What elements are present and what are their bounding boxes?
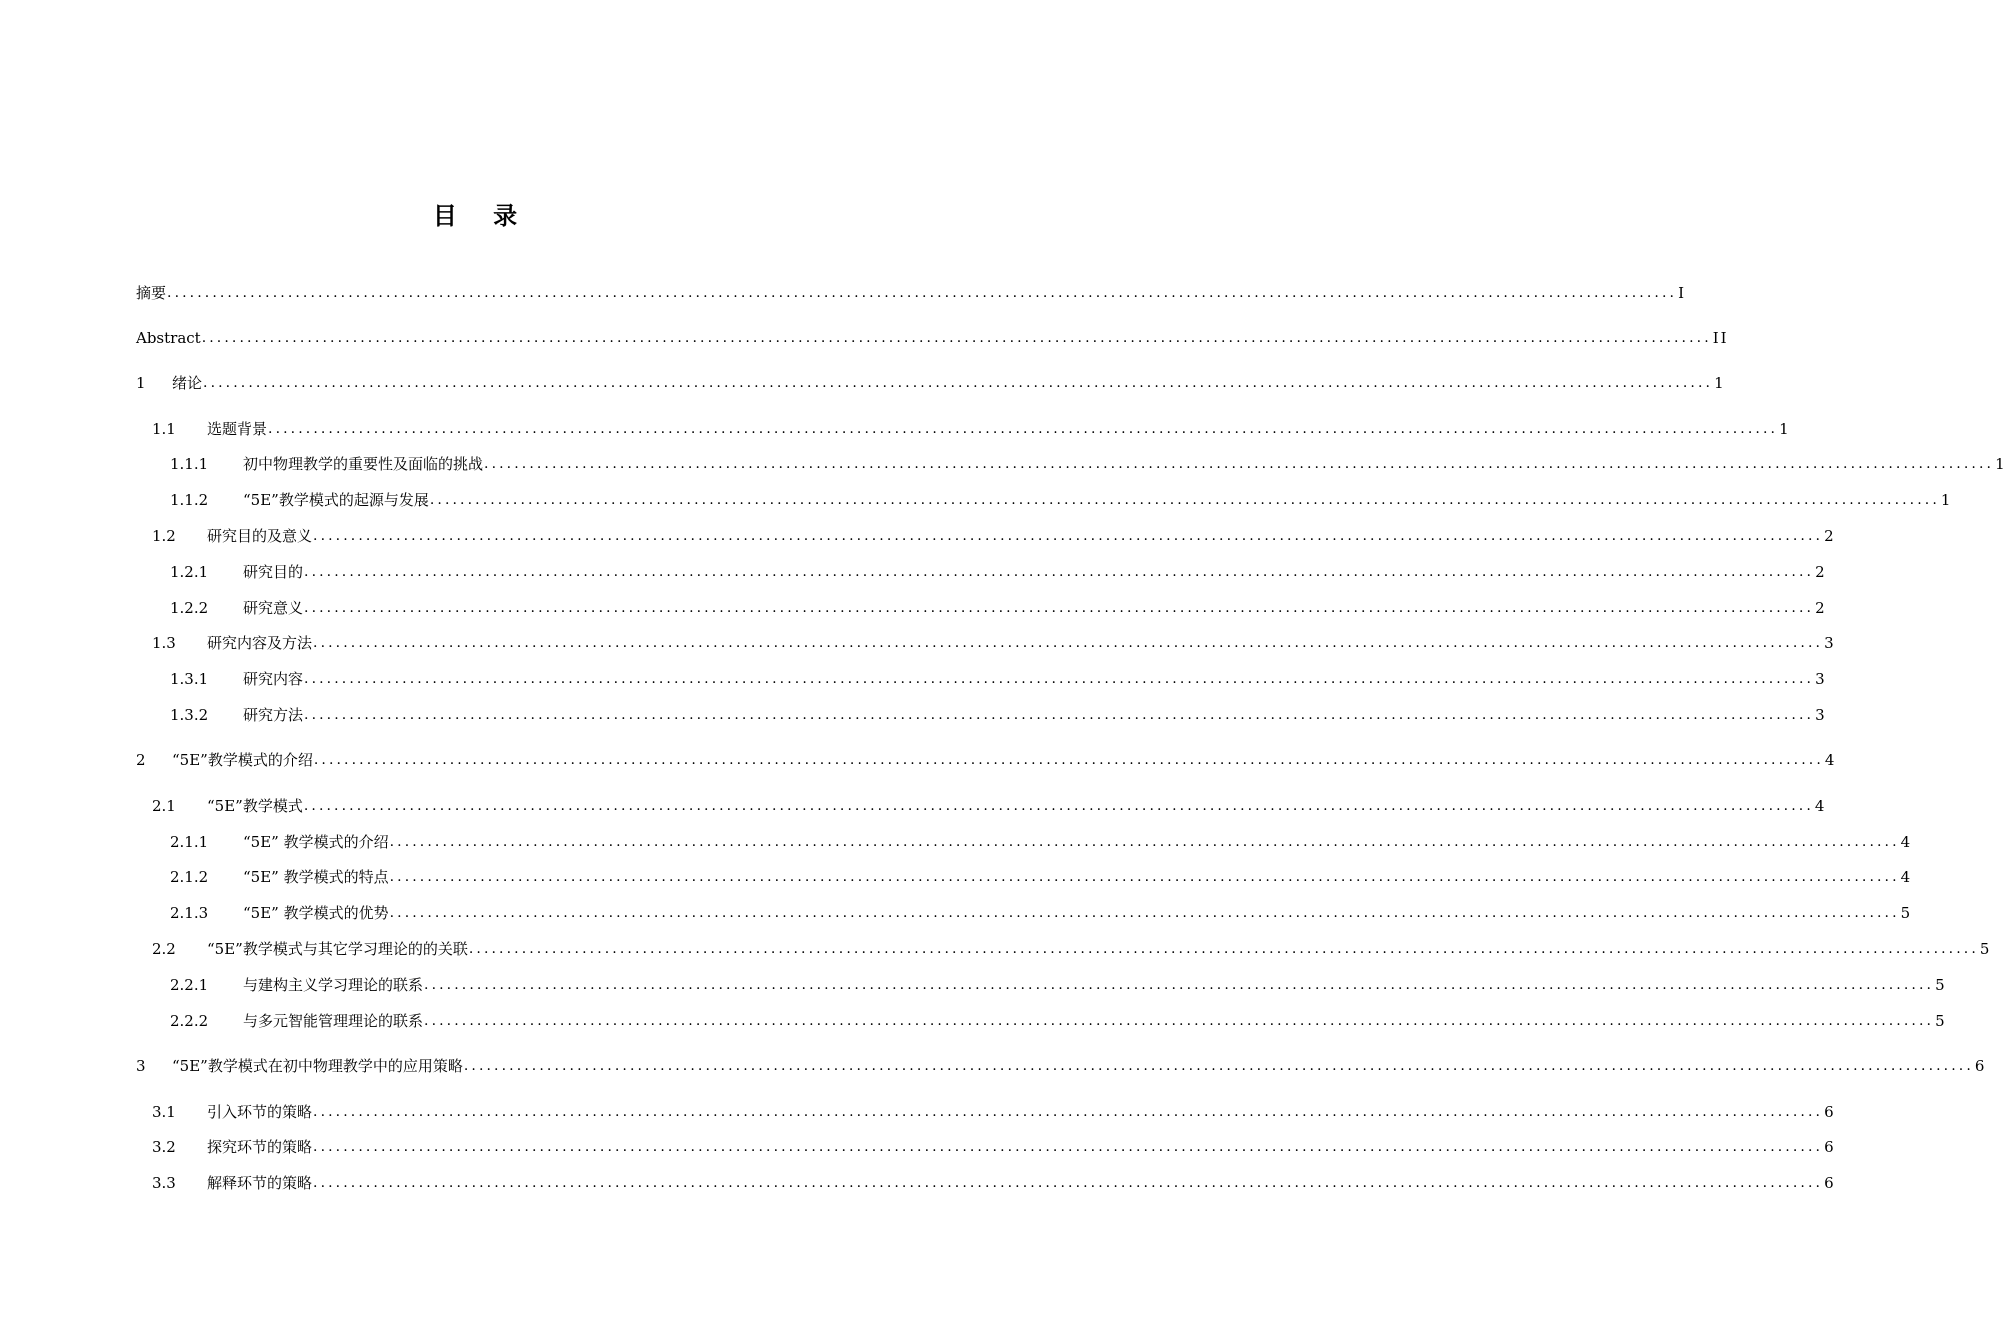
toc-leader-dots: ........................................................................................................................................................................................................ <box>313 528 1824 544</box>
toc-page-number: 6 <box>1824 1138 1836 1156</box>
toc-entry-title: 研究内容及方法 <box>207 634 313 652</box>
toc-entry-abstract-cn[interactable] <box>136 282 1686 304</box>
toc-entry-section-1-3[interactable] <box>152 632 1836 654</box>
toc-entry-number: 1.3 <box>152 634 176 652</box>
toc-entry-number: 2.2 <box>152 940 176 958</box>
toc-page-number: 4 <box>1814 797 1827 815</box>
toc-page-number: 2 <box>1815 563 1827 581</box>
toc-leader-dots: ........................................................................................................................................................................................................ <box>203 375 1714 391</box>
toc-entry-number: 1.2 <box>152 527 176 545</box>
toc-entry-title: “5E”教学模式的介绍 <box>172 751 313 769</box>
toc-entry-number: 1.1.2 <box>170 491 209 509</box>
toc-entry-section-2-1[interactable] <box>152 795 1827 817</box>
toc-entry-subsection-1-1-1[interactable] <box>170 453 2007 475</box>
toc-leader-dots: ........................................................................................................................................................................................................ <box>389 869 1900 885</box>
toc-page-number: 1 <box>1995 455 2007 473</box>
toc-entry-title: 探究环节的策略 <box>207 1138 313 1156</box>
toc-page-number: 1 <box>1940 491 1953 509</box>
toc-entry-number: 2 <box>136 751 146 769</box>
toc-page-number: 2 <box>1824 527 1836 545</box>
toc-entry-subsection-1-3-1[interactable] <box>170 668 1827 690</box>
toc-page-number: 1 <box>1714 374 1726 392</box>
toc-page-number: 4 <box>1900 868 1913 886</box>
toc-page-number: 4 <box>1900 833 1913 851</box>
toc-page-number: 5 <box>1935 1012 1947 1030</box>
toc-entry-number: 1 <box>136 374 146 392</box>
toc-entry-title: 研究方法 <box>243 706 304 724</box>
toc-leader-dots: ........................................................................................................................................................................................................ <box>389 905 1900 921</box>
toc-entry-number: 1.2.2 <box>170 599 209 617</box>
toc-page-number: 3 <box>1815 706 1827 724</box>
toc-entry-number: 1.1.1 <box>170 455 209 473</box>
toc-entry-number: 3.1 <box>152 1103 176 1121</box>
toc-leader-dots: ........................................................................................................................................................................................................ <box>463 1058 1974 1074</box>
toc-entry-number: 2.2.2 <box>170 1012 209 1030</box>
toc-leader-dots: ........................................................................................................................................................................................................ <box>389 834 1900 850</box>
toc-page-number: 4 <box>1824 751 1837 769</box>
toc-page-number: I <box>1678 284 1686 302</box>
toc-entry-title: 研究目的 <box>243 563 304 581</box>
toc-leader-dots: ........................................................................................................................................................................................................ <box>313 1104 1824 1120</box>
toc-entry-title: 绪论 <box>172 374 203 392</box>
toc-entry-number: 2.1.1 <box>170 833 209 851</box>
toc-page-number: 6 <box>1824 1174 1836 1192</box>
toc-entry-section-1-1[interactable] <box>152 418 1791 440</box>
toc-leader-dots: ........................................................................................................................................................................................................ <box>304 600 1815 616</box>
toc-leader-dots: ........................................................................................................................................................................................................ <box>424 977 1935 993</box>
toc-entry-title: 摘要 <box>136 284 167 302</box>
toc-entry-subsection-1-2-2[interactable] <box>170 597 1827 619</box>
toc-entry-subsection-2-2-2[interactable] <box>170 1010 1947 1032</box>
toc-entry-number: 3 <box>136 1057 146 1075</box>
toc-entry-number: 1.3.1 <box>170 670 209 688</box>
toc-entry-number: 1.2.1 <box>170 563 209 581</box>
toc-page-number: 6 <box>1824 1103 1836 1121</box>
toc-leader-dots: ........................................................................................................................................................................................................ <box>484 456 1995 472</box>
toc-entry-chapter-1[interactable] <box>136 372 1726 394</box>
toc-entry-title: “5E”教学模式与其它学习理论的的关联 <box>207 940 468 958</box>
toc-entry-title: “5E”教学模式在初中物理教学中的应用策略 <box>172 1057 463 1075</box>
toc-page-number: 3 <box>1815 670 1827 688</box>
toc-leader-dots: ........................................................................................................................................................................................................ <box>313 752 1824 768</box>
toc-leader-dots: ........................................................................................................................................................................................................ <box>313 1139 1824 1155</box>
toc-leader-dots: ........................................................................................................................................................................................................ <box>303 798 1814 814</box>
toc-page-number: 5 <box>1935 976 1947 994</box>
toc-leader-dots: ........................................................................................................................................................................................................ <box>304 671 1815 687</box>
toc-entry-title: 引入环节的策略 <box>207 1103 313 1121</box>
toc-entry-section-3-1[interactable] <box>152 1101 1836 1123</box>
toc-entry-section-3-2[interactable] <box>152 1136 1836 1158</box>
toc-leader-dots: ........................................................................................................................................................................................................ <box>268 421 1779 437</box>
toc-entry-number: 1.3.2 <box>170 706 209 724</box>
toc-leader-dots: ........................................................................................................................................................................................................ <box>468 941 1979 957</box>
toc-entry-title: “5E”教学模式 <box>207 797 303 815</box>
toc-leader-dots: ........................................................................................................................................................................................................ <box>304 707 1815 723</box>
toc-entry-section-3-3[interactable] <box>152 1172 1836 1194</box>
toc-entry-subsection-1-2-1[interactable] <box>170 561 1827 583</box>
toc-entry-title: 与建构主义学习理论的联系 <box>243 976 424 994</box>
toc-entry-number: 2.1.2 <box>170 868 209 886</box>
toc-entry-section-2-2[interactable] <box>152 938 1992 960</box>
toc-entry-chapter-2[interactable] <box>136 749 1837 771</box>
toc-page-number: 1 <box>1779 420 1791 438</box>
toc-entry-title: 研究内容 <box>243 670 304 688</box>
toc-leader-dots: ........................................................................................................................................................................................................ <box>429 492 1940 508</box>
toc-entry-title: “5E” 教学模式的特点 <box>243 868 389 886</box>
toc-entry-title: 解释环节的策略 <box>207 1174 313 1192</box>
toc-page-number: 5 <box>1900 904 1913 922</box>
toc-entry-number: 1.1 <box>152 420 176 438</box>
toc-entry-subsection-2-1-2[interactable] <box>170 866 1913 888</box>
toc-entry-title: 与多元智能管理理论的联系 <box>243 1012 424 1030</box>
toc-page-number: 2 <box>1815 599 1827 617</box>
page-title: 目 录 <box>432 202 532 230</box>
toc-entry-title: 初中物理教学的重要性及面临的挑战 <box>243 455 484 473</box>
toc-entry-number: 3.3 <box>152 1174 176 1192</box>
toc-leader-dots: ........................................................................................................................................................................................................ <box>201 330 1712 346</box>
toc-entry-abstract-en[interactable] <box>136 327 1729 349</box>
toc-leader-dots: ........................................................................................................................................................................................................ <box>167 285 1678 301</box>
toc-entry-number: 2.1 <box>152 797 176 815</box>
toc-entry-subsection-2-1-3[interactable] <box>170 902 1913 924</box>
toc-entry-subsection-1-1-2[interactable] <box>170 489 1953 511</box>
toc-entry-section-1-2[interactable] <box>152 525 1836 547</box>
toc-page-number: 5 <box>1979 940 1992 958</box>
toc-entry-chapter-3[interactable] <box>136 1055 1987 1077</box>
toc-page-number: II <box>1712 329 1729 347</box>
toc-page-number: 3 <box>1824 634 1836 652</box>
toc-entry-subsection-2-1-1[interactable] <box>170 831 1913 853</box>
toc-leader-dots: ........................................................................................................................................................................................................ <box>424 1013 1935 1029</box>
toc-entry-title: 研究目的及意义 <box>207 527 313 545</box>
toc-entry-title: “5E”教学模式的起源与发展 <box>243 491 429 509</box>
toc-entry-title: Abstract <box>136 329 201 347</box>
toc-leader-dots: ........................................................................................................................................................................................................ <box>304 564 1815 580</box>
toc-entry-title: “5E” 教学模式的介绍 <box>243 833 389 851</box>
toc-entry-title: 研究意义 <box>243 599 304 617</box>
toc-leader-dots: ........................................................................................................................................................................................................ <box>313 1175 1824 1191</box>
toc-entry-subsection-1-3-2[interactable] <box>170 704 1827 726</box>
toc-entry-subsection-2-2-1[interactable] <box>170 974 1947 996</box>
toc-leader-dots: ........................................................................................................................................................................................................ <box>313 635 1824 651</box>
toc-entry-number: 2.1.3 <box>170 904 209 922</box>
toc-page-number: 6 <box>1974 1057 1987 1075</box>
toc-entry-number: 2.2.1 <box>170 976 209 994</box>
toc-entry-title: “5E” 教学模式的优势 <box>243 904 389 922</box>
toc-entry-title: 选题背景 <box>207 420 268 438</box>
toc-entry-number: 3.2 <box>152 1138 176 1156</box>
